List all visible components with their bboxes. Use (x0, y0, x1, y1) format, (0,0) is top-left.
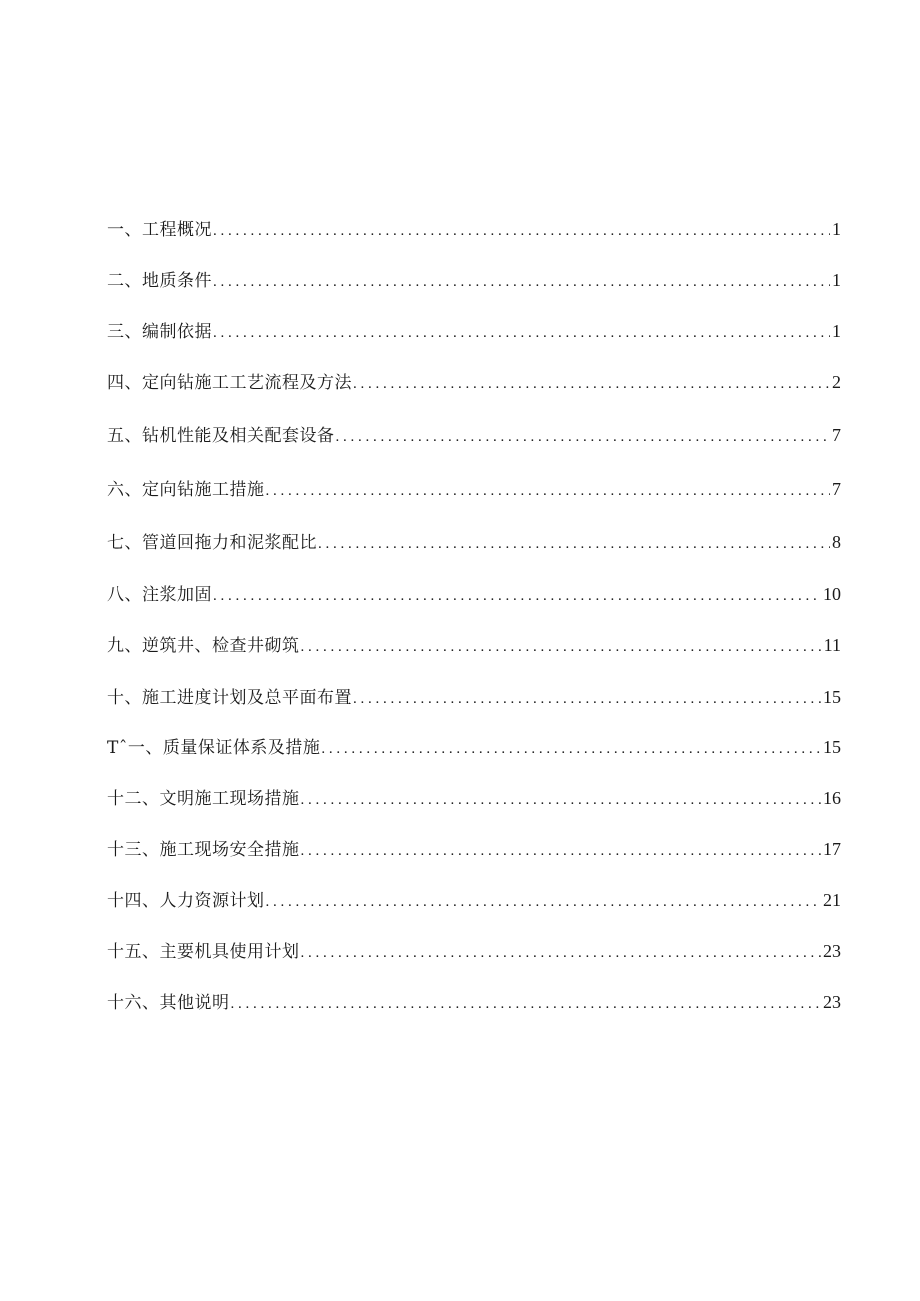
toc-dot-leader (336, 426, 831, 448)
toc-entry-title: 五、钻机性能及相关配套设备 (107, 426, 335, 446)
toc-entry-3[interactable] (107, 320, 841, 344)
toc-page-number: 16 (823, 788, 841, 808)
toc-dot-leader (353, 373, 830, 395)
toc-entry-title: 十六、其他说明 (107, 993, 230, 1013)
toc-page-number: 2 (832, 372, 841, 392)
toc-entry-5[interactable] (107, 424, 841, 448)
toc-page-number: 7 (832, 425, 841, 445)
toc-page-number: 10 (823, 584, 841, 604)
toc-page-number: 1 (832, 321, 841, 341)
toc-entry-title: 十三、施工现场安全措施 (107, 840, 300, 860)
toc-dot-leader (213, 322, 830, 344)
toc-page-number: 7 (832, 479, 841, 499)
toc-entry-title: 四、定向钻施工工艺流程及方法 (107, 373, 352, 393)
toc-entry-title: 七、管道回拖力和泥浆配比 (107, 533, 317, 553)
toc-entry-13[interactable] (107, 838, 841, 862)
toc-page-number: 8 (832, 532, 841, 552)
toc-entry-title: 六、定向钻施工措施 (107, 480, 265, 500)
toc-dot-leader (301, 942, 822, 964)
toc-page-number: 1 (832, 270, 841, 290)
toc-entry-14[interactable] (107, 889, 841, 913)
toc-dot-leader (231, 993, 822, 1015)
toc-page-number: 23 (823, 992, 841, 1012)
toc-dot-leader (301, 840, 822, 862)
toc-entry-16[interactable] (107, 991, 841, 1015)
toc-entry-8[interactable] (107, 583, 841, 607)
toc-entry-7[interactable] (107, 531, 841, 555)
toc-page-number: 23 (823, 941, 841, 961)
toc-entry-title: Tˆ一、质量保证体系及措施 (107, 738, 321, 758)
toc-entry-6[interactable] (107, 478, 841, 502)
toc-dot-leader (213, 271, 830, 293)
toc-page-number: 11 (823, 635, 841, 655)
toc-entry-title: 一、工程概况 (107, 220, 212, 240)
toc-entry-title: 八、注浆加固 (107, 585, 212, 605)
toc-entry-11[interactable] (107, 736, 841, 760)
toc-entry-title: 二、地质条件 (107, 271, 212, 291)
toc-dot-leader (266, 480, 831, 502)
toc-entry-title: 三、编制依据 (107, 322, 212, 342)
toc-entry-2[interactable] (107, 269, 841, 293)
toc-entry-15[interactable] (107, 940, 841, 964)
toc-dot-leader (213, 585, 821, 607)
toc-page-number: 15 (823, 687, 841, 707)
toc-page-number: 21 (823, 890, 841, 910)
toc-dot-leader (353, 688, 821, 710)
toc-entry-title: 九、逆筑井、检查井砌筑 (107, 636, 300, 656)
toc-entry-12[interactable] (107, 787, 841, 811)
toc-entry-9[interactable] (107, 634, 841, 658)
toc-page-number: 15 (823, 737, 841, 757)
toc-entry-10[interactable] (107, 686, 841, 710)
toc-entry-title: 十、施工进度计划及总平面布置 (107, 688, 352, 708)
toc-dot-leader (301, 789, 822, 811)
toc-entry-1[interactable] (107, 218, 841, 242)
table-of-contents (107, 218, 841, 1015)
toc-dot-leader (321, 738, 821, 760)
toc-dot-leader (301, 636, 822, 658)
toc-entry-title: 十二、文明施工现场措施 (107, 789, 300, 809)
toc-page-number: 17 (823, 839, 841, 859)
toc-entry-title: 十五、主要机具使用计划 (107, 942, 300, 962)
toc-page-number: 1 (832, 219, 841, 239)
toc-dot-leader (213, 220, 830, 242)
toc-dot-leader (318, 533, 830, 555)
toc-entry-4[interactable] (107, 371, 841, 395)
toc-dot-leader (266, 891, 822, 913)
toc-entry-title: 十四、人力资源计划 (107, 891, 265, 911)
